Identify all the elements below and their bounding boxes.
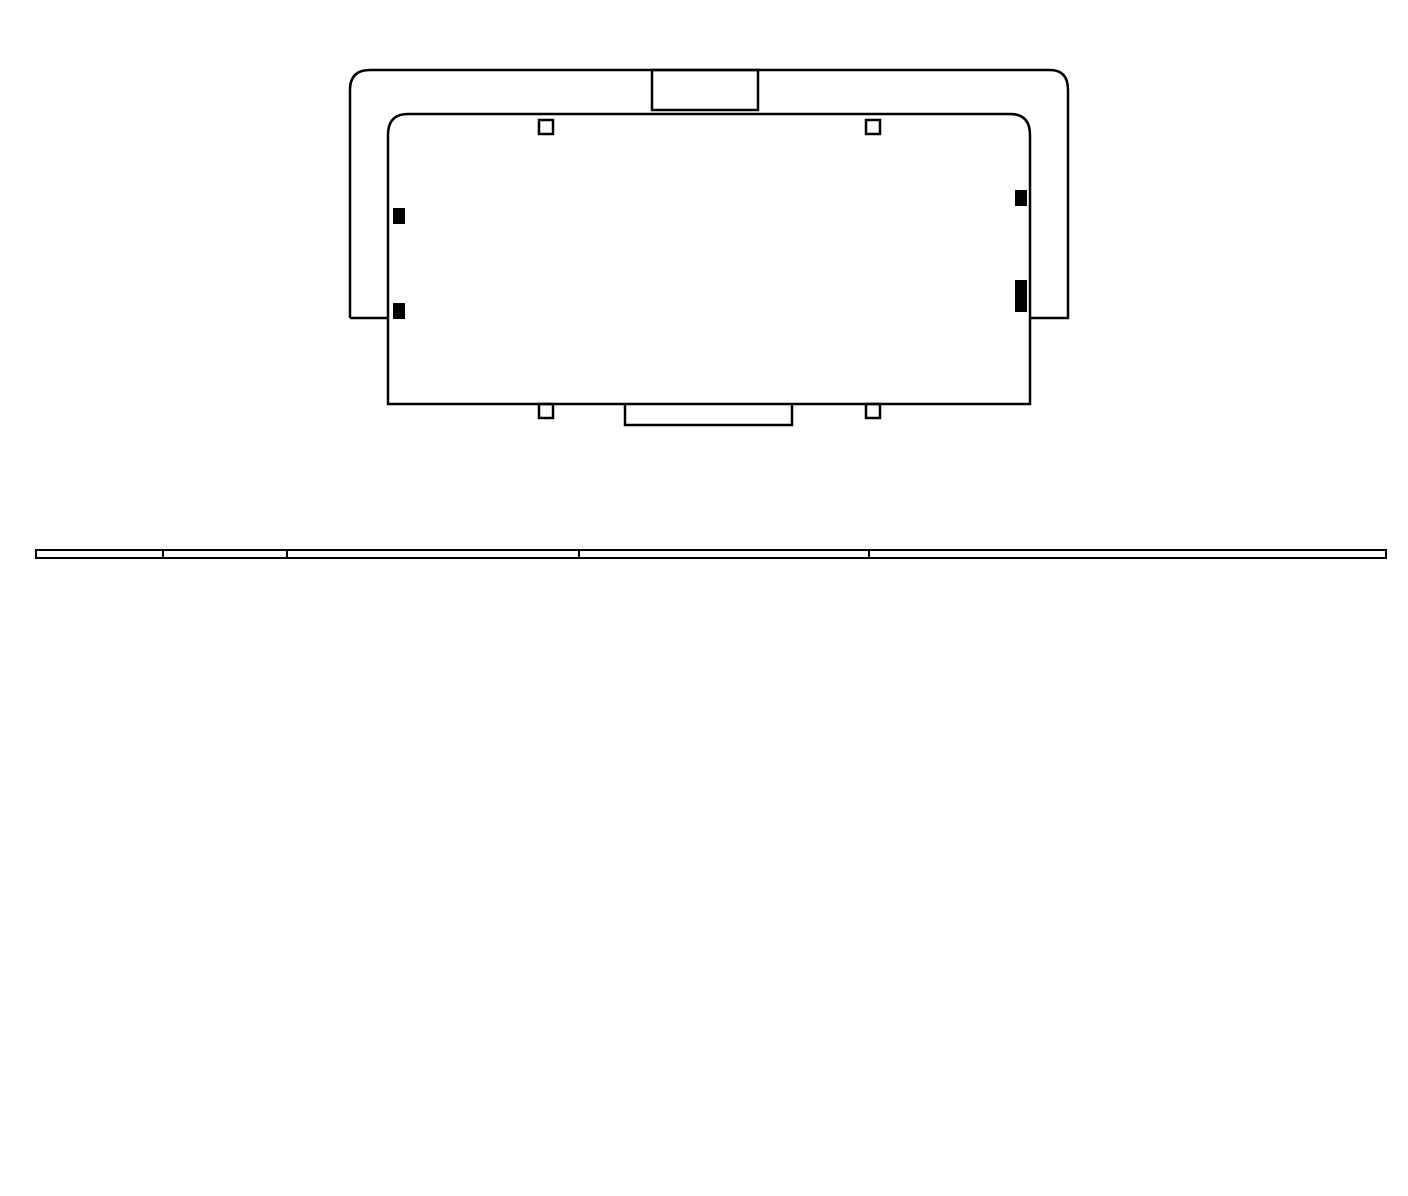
header-terminal-number bbox=[36, 550, 163, 558]
connector-diagram bbox=[0, 0, 1408, 450]
table-header-row bbox=[36, 550, 1386, 558]
header-description bbox=[579, 550, 869, 558]
header-signal bbox=[869, 550, 1386, 558]
header-terminal-name bbox=[287, 550, 579, 558]
header-wire-color bbox=[163, 550, 287, 558]
terminal-signal-table bbox=[35, 549, 1387, 559]
